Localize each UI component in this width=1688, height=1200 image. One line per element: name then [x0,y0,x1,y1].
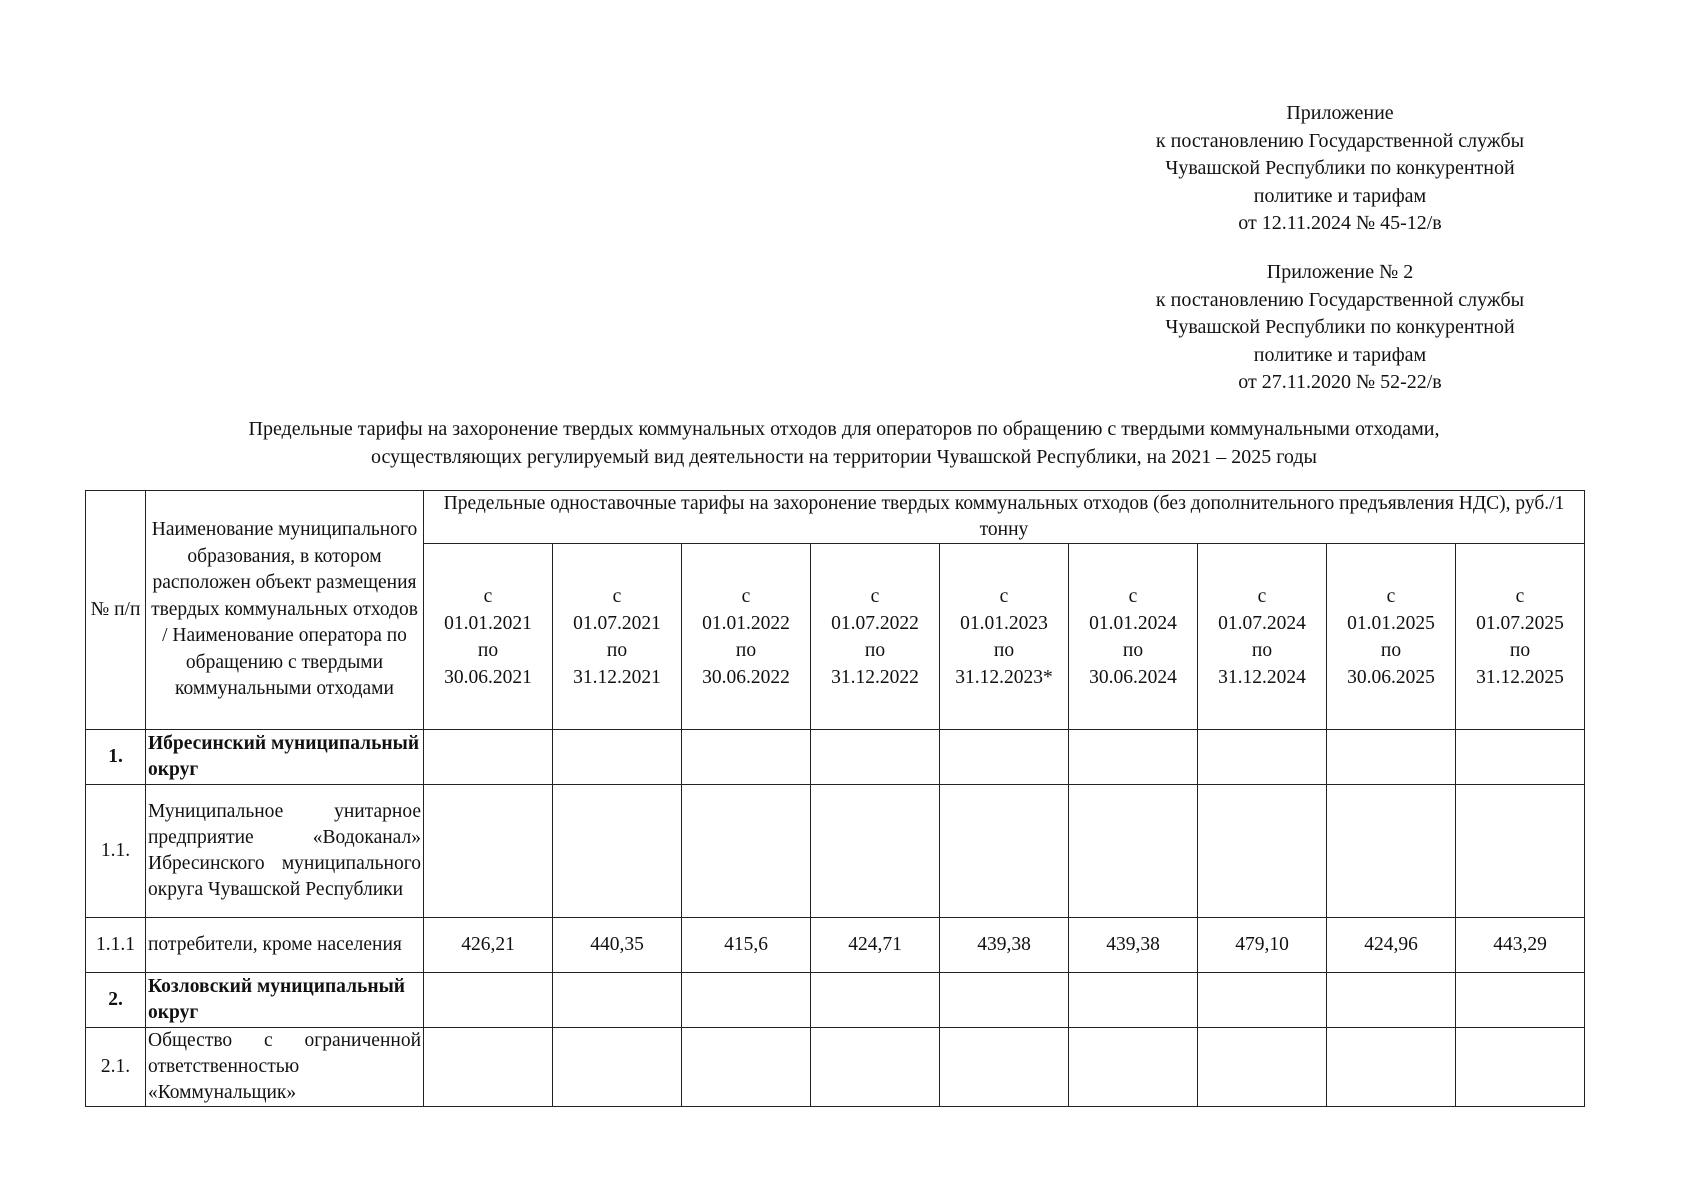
period-to-date: 30.06.2021 [444,666,532,688]
tariff-value [1327,730,1456,785]
period-to-date: 30.06.2024 [1089,666,1177,688]
tariff-value: 415,6 [682,918,811,973]
table-row [86,785,1585,918]
period-from-word: с [483,585,493,607]
period-to-word: по [735,639,757,661]
row-number: 2.1. [86,1028,146,1107]
period-to-date: 31.12.2025 [1476,666,1564,688]
header-period [682,544,811,730]
period-from-date: 01.01.2023 [960,612,1048,634]
table-row [86,918,1585,973]
row-number: 1.1. [86,785,146,918]
tariff-value: 440,35 [553,918,682,973]
tariff-value [1456,973,1585,1028]
appendix-line: Приложение № 2 [1266,261,1414,283]
tariff-value [553,973,682,1028]
tariff-value [1327,973,1456,1028]
document-title-line: Предельные тарифы на захоронение твердых коммунальных отходов для операторов по обращению с твердыми коммунальными отходами, [248,418,1440,440]
row-number: 1. [86,730,146,785]
period-from-word: с [612,585,622,607]
period-to-date: 30.06.2025 [1347,666,1435,688]
tariff-value [1327,1028,1456,1107]
row-name: Муниципальное унитарное предприятие «Водоканал» Ибресинского муниципального округа Чувашской Республики [146,785,424,918]
tariff-value [553,1028,682,1107]
tariff-value [1198,730,1327,785]
period-to-date: 31.12.2024 [1218,666,1306,688]
header-name: Наименование муниципального образования, в котором расположен объект размещения твердых коммунальных отходов / Наименование оператора по обращению с твердыми коммунальными отходами [146,491,424,730]
tariff-value [682,730,811,785]
appendix-line: от 12.11.2024 № 45-12/в [1238,212,1442,234]
header-period [1327,544,1456,730]
row-name: потребители, кроме населения [146,918,424,973]
tariff-value [682,785,811,918]
tariff-value [940,785,1069,918]
table-row [86,730,1585,785]
header-period [940,544,1069,730]
row-name: Ибресинский муниципальный округ [146,730,424,785]
tariff-value [811,730,940,785]
tariff-value [1456,730,1585,785]
tariff-value [1198,1028,1327,1107]
tariff-value [553,785,682,918]
tariff-value [424,785,553,918]
period-from-date: 01.01.2025 [1347,612,1435,634]
row-number: 2. [86,973,146,1028]
appendix-line: от 27.11.2020 № 52-22/в [1238,371,1442,393]
header-period [1069,544,1198,730]
tariff-value [940,973,1069,1028]
tariff-value: 426,21 [424,918,553,973]
period-from-word: с [1128,585,1138,607]
table-row [86,1028,1585,1107]
tariff-value [1069,1028,1198,1107]
period-from-date: 01.01.2024 [1089,612,1177,634]
period-from-date: 01.07.2025 [1476,612,1564,634]
tariff-value [1198,785,1327,918]
appendix-line: Чувашской Республики по конкурентной [1165,316,1515,338]
tariff-value [424,1028,553,1107]
period-from-word: с [999,585,1009,607]
appendix-line: политике и тарифам [1253,343,1427,366]
period-from-date: 01.07.2024 [1218,612,1306,634]
period-from-date: 01.01.2021 [444,612,532,634]
period-from-word: с [1386,585,1396,607]
tariff-value: 424,71 [811,918,940,973]
tariff-value: 439,38 [940,918,1069,973]
header-period [1456,544,1585,730]
appendix-line: к постановлению Государственной службы [1155,288,1525,311]
period-from-word: с [1515,585,1525,607]
period-to-word: по [993,639,1015,661]
appendix-line: Приложение [1286,102,1394,124]
tariff-table [85,490,1585,1107]
period-from-date: 01.07.2021 [573,612,661,634]
appendix-line: Чувашской Республики по конкурентной [1165,157,1515,179]
period-from-date: 01.07.2022 [831,612,919,634]
period-from-word: с [1257,585,1267,607]
tariff-value [940,730,1069,785]
appendix-header-original [1100,259,1580,397]
period-to-word: по [864,639,886,661]
period-from-word: с [741,585,751,607]
tariff-value [811,785,940,918]
period-to-word: по [1380,639,1402,661]
period-to-date: 31.12.2021 [573,666,661,688]
header-period [553,544,682,730]
tariff-value [1456,1028,1585,1107]
period-to-date: 31.12.2023* [955,666,1053,688]
header-num: № п/п [86,491,146,730]
tariff-value [1069,785,1198,918]
tariff-value [553,730,682,785]
row-number: 1.1.1 [86,918,146,973]
tariff-value [424,973,553,1028]
appendix-line: политике и тарифам [1253,184,1427,207]
tariff-value [811,1028,940,1107]
header-tariff-group: Предельные одноставочные тарифы на захоронение твердых коммунальных отходов (без дополнительного предъявления НДС), руб./1 тонну [424,491,1585,544]
document-title [84,415,1604,471]
period-to-word: по [477,639,499,661]
tariff-value [940,1028,1069,1107]
tariff-value [682,1028,811,1107]
tariff-value [1327,785,1456,918]
tariff-value [424,730,553,785]
tariff-value [682,973,811,1028]
appendix-line: к постановлению Государственной службы [1155,129,1525,152]
header-period [811,544,940,730]
document-title-line: осуществляющих регулируемый вид деятельности на территории Чувашской Республики, на 2021 – 2025 годы [371,446,1317,468]
period-to-word: по [1509,639,1531,661]
appendix-header-current [1100,100,1580,238]
tariff-value [1069,730,1198,785]
tariff-value [1198,973,1327,1028]
tariff-value [811,973,940,1028]
tariff-value: 443,29 [1456,918,1585,973]
header-period [424,544,553,730]
period-to-word: по [1251,639,1273,661]
tariff-value: 424,96 [1327,918,1456,973]
tariff-value [1456,785,1585,918]
row-name: Козловский муниципальный округ [146,973,424,1028]
period-to-date: 31.12.2022 [831,666,919,688]
tariff-value: 439,38 [1069,918,1198,973]
period-to-date: 30.06.2022 [702,666,790,688]
period-to-word: по [1122,639,1144,661]
table-header-row [86,491,1585,544]
tariff-value [1069,973,1198,1028]
header-period [1198,544,1327,730]
period-from-word: с [870,585,880,607]
tariff-value: 479,10 [1198,918,1327,973]
table-row [86,973,1585,1028]
period-from-date: 01.01.2022 [702,612,790,634]
period-to-word: по [606,639,628,661]
row-name: Общество с ограниченной ответственностью «Коммунальщик» [146,1028,424,1107]
